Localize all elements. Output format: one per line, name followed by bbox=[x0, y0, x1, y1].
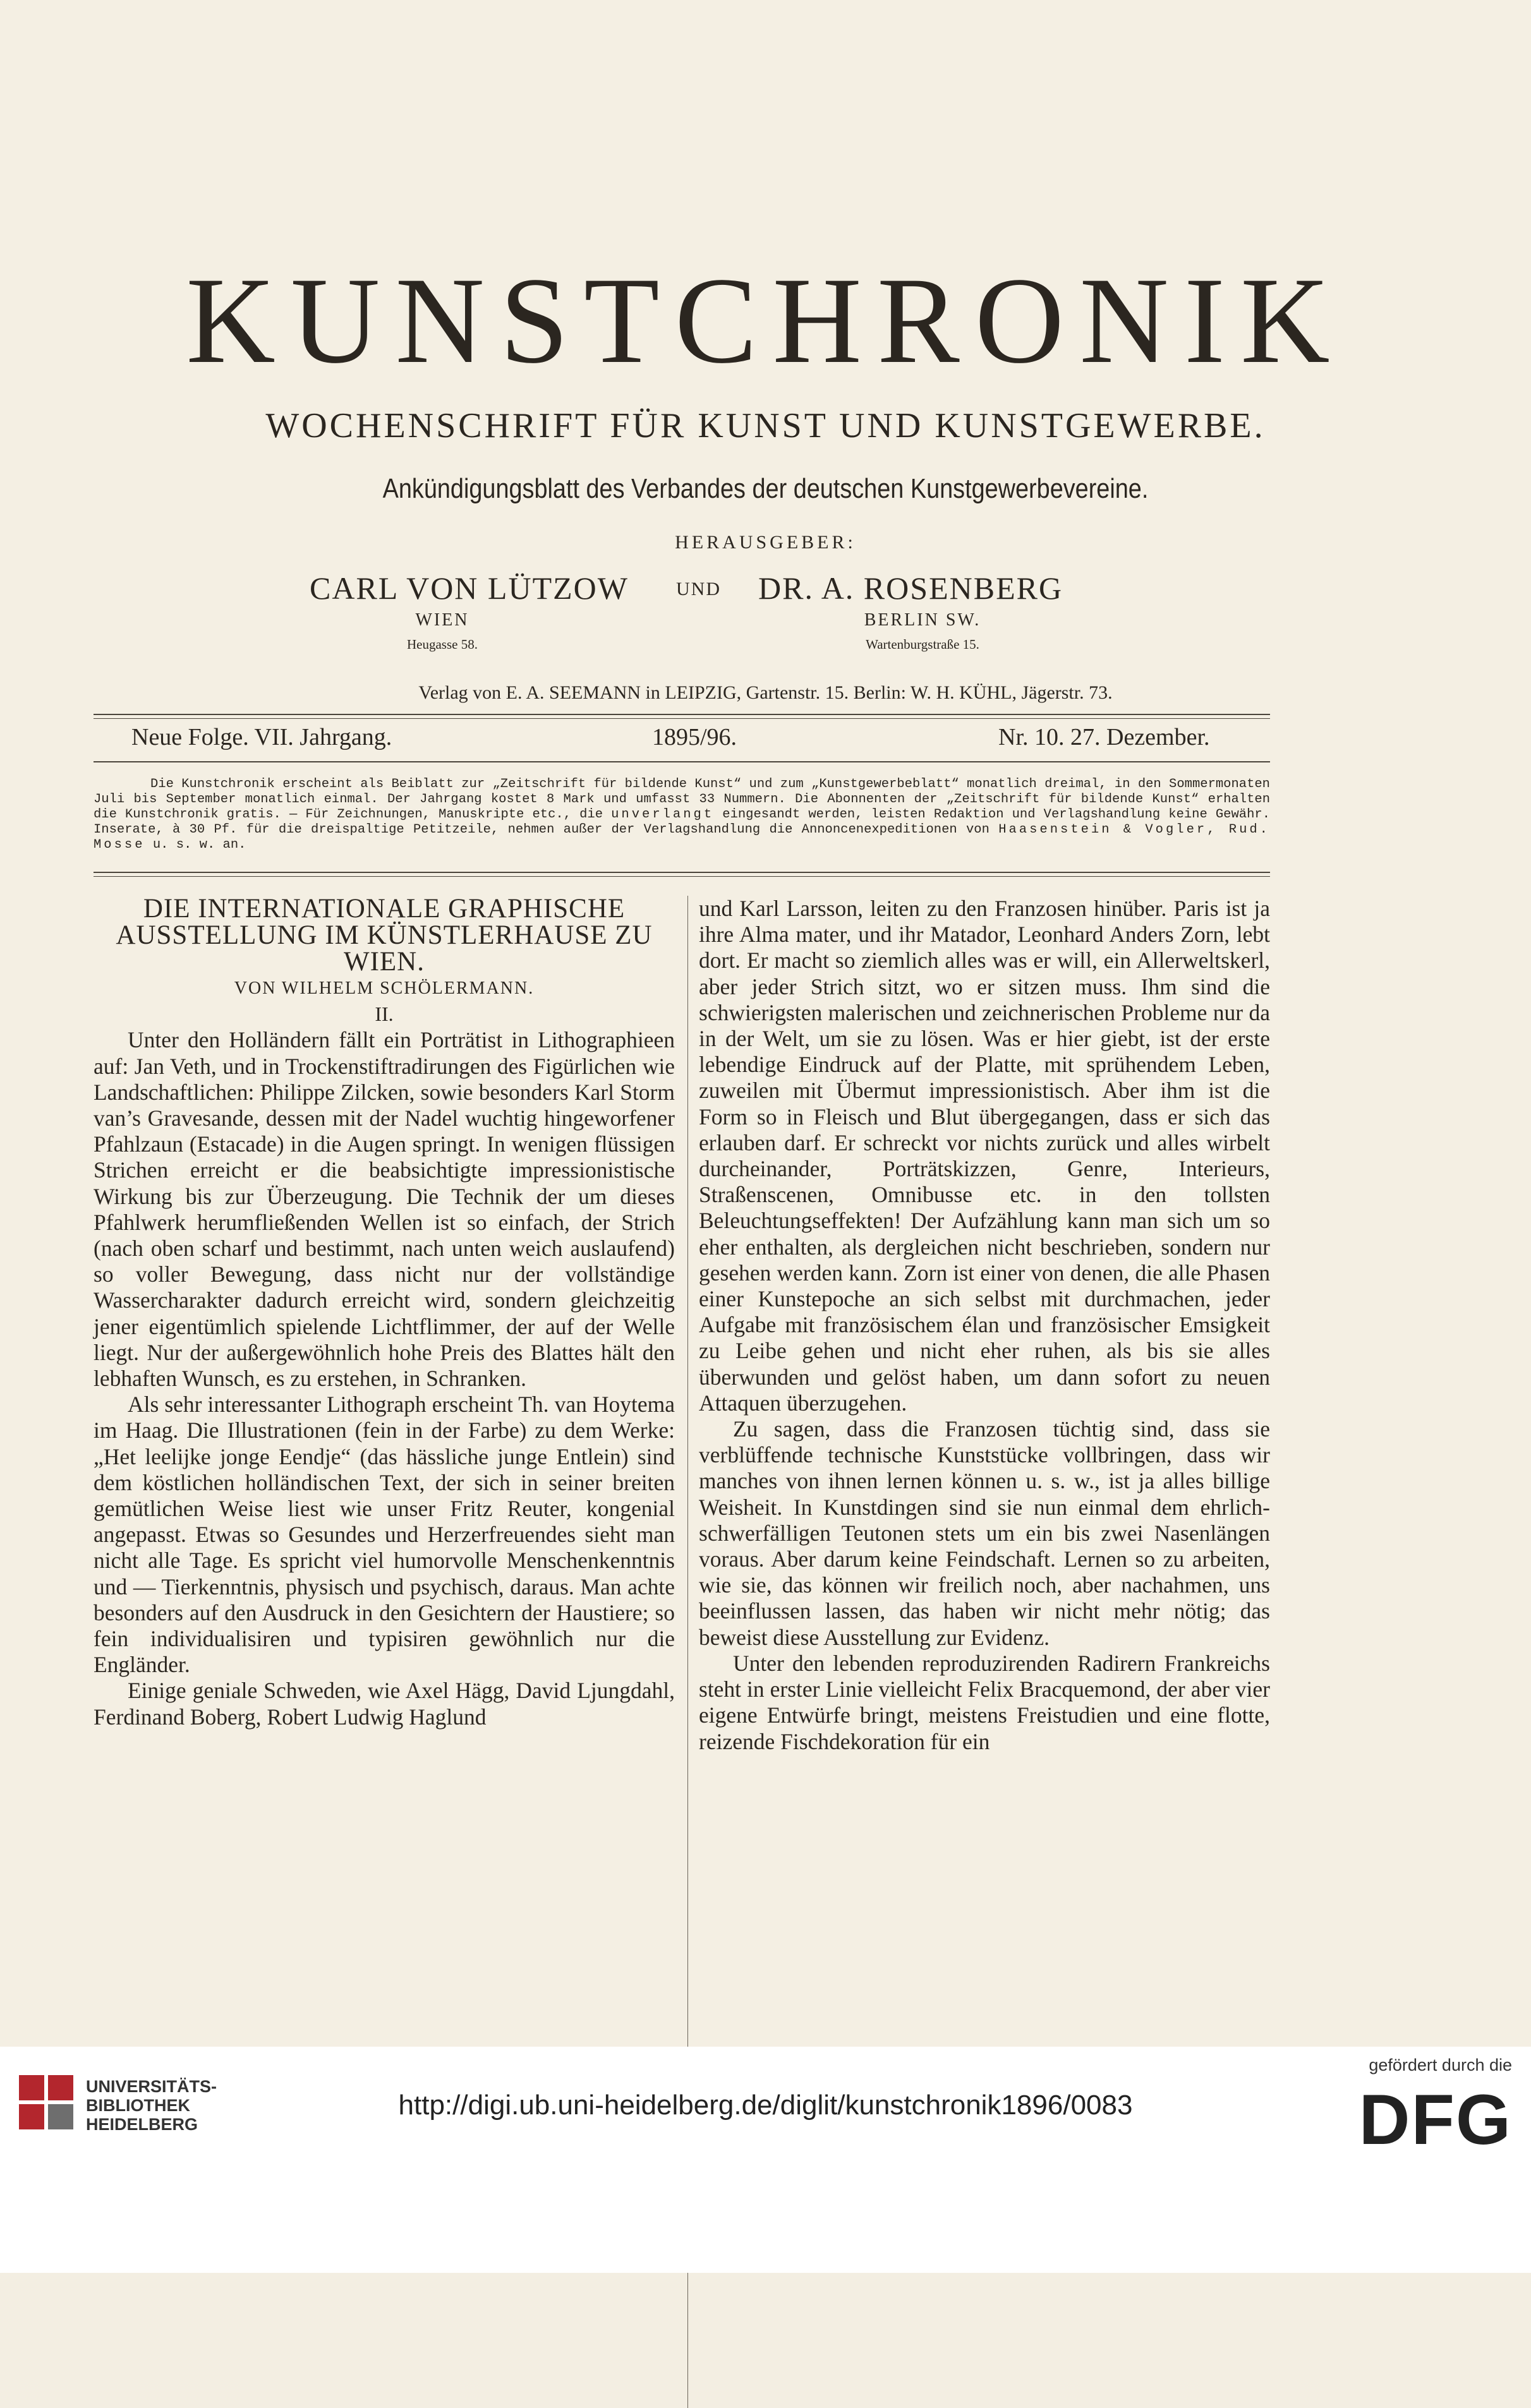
funding-caption: gefördert durch die bbox=[1369, 2056, 1512, 2074]
journal-title: KUNSTCHRONIK bbox=[186, 252, 1345, 389]
publisher-label: HERAUSGEBER: bbox=[675, 532, 856, 553]
association-line: Ankündigungsblatt des Verbandes der deutschen Kunstgewerbevereine. bbox=[382, 473, 1149, 504]
digitization-footer bbox=[0, 2047, 1531, 2273]
paragraph: Zu sagen, dass die Franzosen tüchtig sind, dass sie verblüffende technische Kunststücke vollbringen, dass wir manches von ihnen lernen können u. s. w., ist ja alles billige Weisheit. In Kunstdingen sind sie nun einmal dem ehrlich-schwerfälligen Teutonen stets um ein bis zwei Nasenlängen voraus. Aber darum keine Feindschaft. Lernen so zu arbeiten, wie sie, das können wir freilich noch, aber nachahmen, uns beeinflussen lassen, das haben wir nicht mehr nötig; das beweist diese Ausstellung zur Evidenz. bbox=[699, 1416, 1270, 1650]
issue-number-date: Nr. 10. 27. Dezember. bbox=[998, 724, 1210, 750]
issue-year: 1895/96. bbox=[652, 724, 737, 750]
article-byline: VON WILHELM SCHÖLERMANN. bbox=[234, 978, 535, 998]
notice-text: u. s. w. an. bbox=[152, 838, 246, 852]
article-column-left bbox=[94, 896, 675, 1730]
paragraph: Einige geniale Schweden, wie Axel Hägg, David Ljungdahl, Ferdinand Boberg, Robert Ludwig Haglund bbox=[94, 1678, 675, 1730]
issue-series: Neue Folge. VII. Jahrgang. bbox=[131, 724, 392, 750]
notice-emphasis: Haasenstein & Vogler, Rud. Mosse bbox=[94, 822, 1270, 852]
divider bbox=[94, 876, 1270, 877]
paragraph: Als sehr interessanter Lithograph erscheint Th. van Hoytema im Haag. Die Illustrationen (fein in der Farbe) zu dem Werke: „Het leelijke jonge Eendje“ (das hässliche junge Entlein) sind dem köstlichen holländischen Text, der sich in seiner breiten gemütlichen Weise liest wie unser Fritz Reuter, kongenial angepasst. Etwas so Gesundes und Herzerfreuendes sieht man nicht alle Tage. Es spricht viel humorvolle Menschenkenntnis und — Tierkenntnis, physisch und psychisch, daraus. Man achte besonders auf den Ausdruck in den Gesichtern der Haustiere; so fein individualisiren und typisiren gewöhnlich nur die Engländer. bbox=[94, 1392, 675, 1678]
editor-1-name: CARL VON LÜTZOW bbox=[310, 570, 629, 606]
editor-2-name: DR. A. ROSENBERG bbox=[758, 570, 1063, 606]
article-column-right bbox=[699, 896, 1270, 1755]
notice-emphasis: unverlangt bbox=[611, 807, 715, 822]
divider bbox=[94, 718, 1270, 719]
library-name-line: BIBLIOTHEK bbox=[86, 2096, 190, 2115]
editor-1-city: WIEN bbox=[415, 610, 469, 630]
section-number: II. bbox=[375, 1002, 394, 1026]
und-label: UND bbox=[676, 579, 721, 599]
editor-2-street: Wartenburgstraße 15. bbox=[866, 637, 979, 652]
paragraph: und Karl Larsson, leiten zu den Franzosen hinüber. Paris ist ja ihre Alma mater, und ihr Matador, Leonhard Anders Zorn, lebt dort. Er macht so ziemlich alles was er will, ein Allerweltskerl, aber jeder Strich sitzt, wo er sitzen muss. Ihm sind die schwierigsten malerischen und zeichnerischen Probleme nur da in der Welt, um sie zu lösen. Was er hier giebt, ist der erste lebendige Eindruck auf der Platte, mit sprühendem Leben, zuweilen mit Übermut impressionistisch. Aber ihm ist die Form so in Fleisch und Blut übergegangen, dass er sich das erlauben darf. Er schreckt vor nichts zurück und alles wirbelt durcheinander, Porträtskizzen, Genre, Interieurs, Straßenscenen, Omnibusse etc. in den tollsten Beleuchtungseffekten! Der Aufzählung kann man sich um so eher enthalten, als dergleichen nicht beschrieben, sondern nur gesehen werden kann. Zorn ist einer von denen, die alle Phasen einer Kunstepoche an sich selbst mit durchmachen, jeder Aufgabe mit französischem élan und französischer Emsigkeit zu Leibe gehen und nicht eher ruhen, als bis sie alles überwunden und gelöst haben, um dann sofort zu neuen Attaquen überzugehen. bbox=[699, 896, 1270, 1416]
paragraph: Unter den lebenden reproduzirenden Radirern Frankreichs steht in erster Linie vielleicht Felix Bracquemond, der aber vier eigene Entwürfe bringt, meistens Freistudien und eine flotte, reizende Fischdekoration für ein bbox=[699, 1650, 1270, 1754]
notice-text: eingesandt werden, leisten Redaktion und Verlagshandlung keine Gewähr. Inserate, à 30 Pf. für die dreispaltige Petitzeile, nehmen außer der Verlagshandlung die Annoncenexpeditionen von bbox=[94, 807, 1270, 837]
divider bbox=[94, 761, 1270, 762]
notice-text: Die Kunstchronik erscheint als Beiblatt zur „Zeitschrift für bildende Kunst“ und zum „Kunstgewerbeblatt“ monatlich dreimal, in den Sommermonaten Juli bis September monatlich einmal. Der Jahrgang kostet 8 Mark und umfasst 33 Nummern. Die Abonnenten der „Zeitschrift für bildende Kunst“ erhalten die Kunstchronik gratis. — Für Zeichnungen, Manuskripte etc., die bbox=[94, 777, 1270, 822]
divider bbox=[94, 714, 1270, 715]
article-title: DIE INTERNATIONALE GRAPHISCHE AUSSTELLUNG IM KÜNSTLERHAUSE ZU WIEN. bbox=[116, 894, 653, 977]
subscription-notice bbox=[94, 777, 1270, 853]
library-name-line: UNIVERSITÄTS- bbox=[86, 2077, 217, 2096]
journal-subtitle: WOCHENSCHRIFT FÜR KUNST UND KUNSTGEWERBE. bbox=[265, 406, 1266, 445]
editor-1-street: Heugasse 58. bbox=[407, 637, 478, 652]
library-name-line: HEIDELBERG bbox=[86, 2115, 198, 2134]
paragraph: Unter den Holländern fällt ein Porträtist in Lithographieen auf: Jan Veth, und in Trockenstiftradirungen des Figürlichen wie Landschaftlichen: Philippe Zilcken, sowie besonders Karl Storm van’s Gravesande, dessen mit der Nadel wuchtig hingeworfener Pfahlzaun (Estacade) in die Augen springt. In wenigen flüssigen Strichen erreicht er die beabsichtigte impressionistische Wirkung bis zur Überzeugung. Die Technik der um dieses Pfahlwerk herumfließenden Wellen ist so einfach, der Strich (nach oben scharf und bestimmt, nach unten weich auslaufend) so voller Bewegung, dass nicht nur der vollständige Wassercharakter dadurch erreicht wird, sondern gleichzeitig jener eigentümlich spielende Lichtflimmer, der auf der Welle liegt. Nur der außergewöhnlich hohe Preis des Blattes hält den lebhaften Wunsch, es zu erstehen, in Schranken. bbox=[94, 1027, 675, 1392]
editor-2-city: BERLIN SW. bbox=[864, 610, 981, 630]
dfg-logo: DFG bbox=[1359, 2080, 1512, 2159]
publisher-line: Verlag von E. A. SEEMANN in LEIPZIG, Gartenstr. 15. Berlin: W. H. KÜHL, Jägerstr. 73. bbox=[418, 682, 1113, 703]
permalink-url[interactable]: http://digi.ub.uni-heidelberg.de/diglit/kunstchronik1896/0083 bbox=[398, 2090, 1133, 2121]
editors-block bbox=[0, 572, 1531, 667]
divider bbox=[94, 872, 1270, 873]
